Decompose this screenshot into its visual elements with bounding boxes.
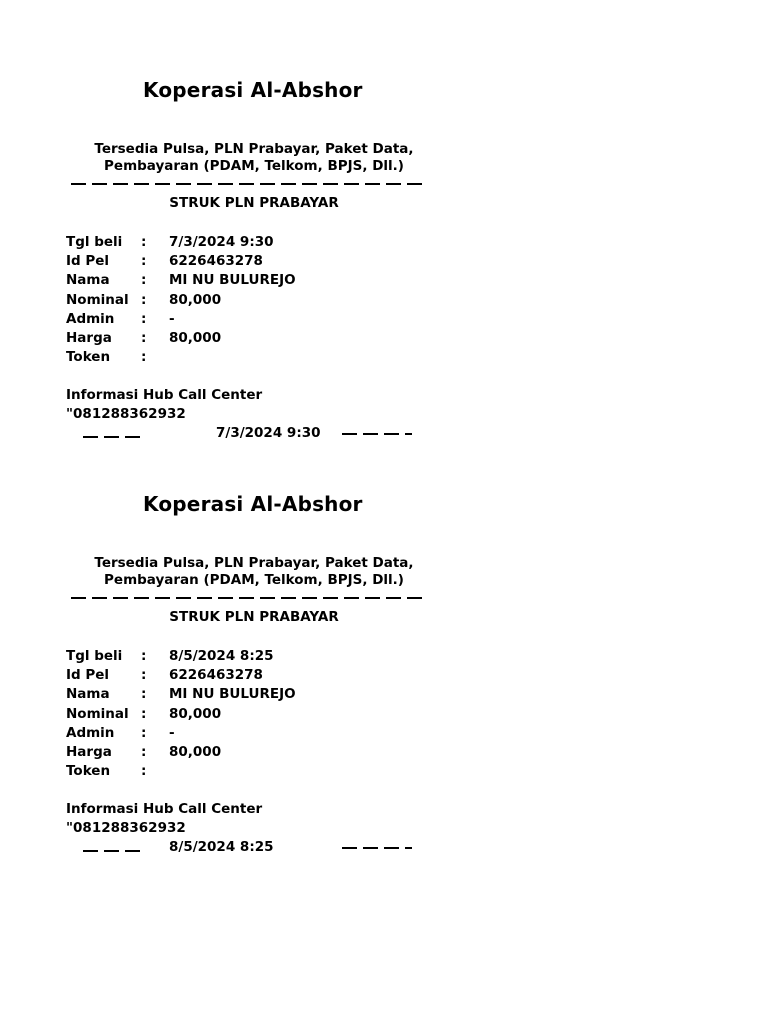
field-colon: : bbox=[141, 686, 147, 703]
field-colon: : bbox=[141, 705, 147, 722]
field-label: Admin bbox=[66, 724, 115, 741]
receipt-subtitle: STRUK PLN PRABAYAR bbox=[169, 195, 339, 211]
receipt-subtitle: STRUK PLN PRABAYAR bbox=[169, 609, 339, 625]
tagline-line-1: Tersedia Pulsa, PLN Prabayar, Paket Data, bbox=[94, 141, 414, 157]
call-center-phone: "081288362932 bbox=[66, 820, 186, 837]
tagline-line-2: Pembayaran (PDAM, Telkom, BPJS, Dll.) bbox=[104, 571, 404, 588]
field-colon: : bbox=[141, 724, 147, 741]
field-label: Tgl beli bbox=[66, 648, 123, 664]
field-label: Harga bbox=[66, 329, 112, 346]
field-value: 80,000 bbox=[169, 291, 222, 308]
field-value: MI NU BULUREJO bbox=[169, 272, 296, 289]
field-value: 80,000 bbox=[169, 329, 222, 346]
footer-date: 7/3/2024 9:30 bbox=[216, 425, 321, 441]
field-label: Token bbox=[66, 349, 111, 366]
footer-date: 8/5/2024 8:25 bbox=[169, 839, 274, 855]
receipt-tagline bbox=[70, 555, 438, 588]
footer-dash-left bbox=[83, 850, 140, 852]
call-center-info bbox=[66, 800, 262, 838]
call-center-label: Informasi Hub Call Center bbox=[66, 387, 263, 403]
field-colon: : bbox=[141, 272, 147, 289]
field-colon: : bbox=[141, 234, 147, 250]
field-label: Id Pel bbox=[66, 253, 110, 270]
field-value: 6226463278 bbox=[169, 667, 263, 684]
receipt-2 bbox=[0, 414, 768, 855]
tagline-line-2: Pembayaran (PDAM, Telkom, BPJS, Dll.) bbox=[104, 157, 404, 174]
field-colon: : bbox=[141, 667, 147, 684]
field-value: - bbox=[169, 724, 175, 741]
field-label: Id Pel bbox=[66, 667, 110, 684]
call-center-label: Informasi Hub Call Center bbox=[66, 801, 263, 817]
field-label: Tgl beli bbox=[66, 234, 123, 250]
call-center-phone: "081288362932 bbox=[66, 406, 186, 423]
field-colon: : bbox=[141, 349, 147, 366]
field-colon: : bbox=[141, 743, 147, 760]
receipt-1 bbox=[0, 0, 768, 441]
field-value: 7/3/2024 9:30 bbox=[169, 234, 274, 250]
field-label: Nama bbox=[66, 272, 110, 289]
dashed-divider bbox=[71, 597, 428, 599]
field-colon: : bbox=[141, 648, 147, 664]
field-value: 6226463278 bbox=[169, 253, 263, 270]
dashed-divider bbox=[71, 183, 428, 185]
field-colon: : bbox=[141, 253, 147, 270]
field-value: 80,000 bbox=[169, 705, 222, 722]
field-colon: : bbox=[141, 763, 147, 780]
tagline-line-1: Tersedia Pulsa, PLN Prabayar, Paket Data, bbox=[94, 555, 414, 571]
field-value: 8/5/2024 8:25 bbox=[169, 648, 274, 664]
field-colon: : bbox=[141, 329, 147, 346]
footer-dash-right bbox=[342, 847, 412, 849]
field-label: Nominal bbox=[66, 291, 129, 308]
field-value: 80,000 bbox=[169, 743, 222, 760]
field-label: Nama bbox=[66, 686, 110, 703]
receipt-title: Koperasi Al-Abshor bbox=[143, 492, 363, 516]
field-colon: : bbox=[141, 310, 147, 327]
field-colon: : bbox=[141, 291, 147, 308]
field-label: Token bbox=[66, 763, 111, 780]
field-label: Harga bbox=[66, 743, 112, 760]
field-value: - bbox=[169, 310, 175, 327]
receipt-tagline bbox=[70, 141, 438, 174]
field-label: Admin bbox=[66, 310, 115, 327]
field-value: MI NU BULUREJO bbox=[169, 686, 296, 703]
field-label: Nominal bbox=[66, 705, 129, 722]
receipt-title: Koperasi Al-Abshor bbox=[143, 78, 363, 102]
